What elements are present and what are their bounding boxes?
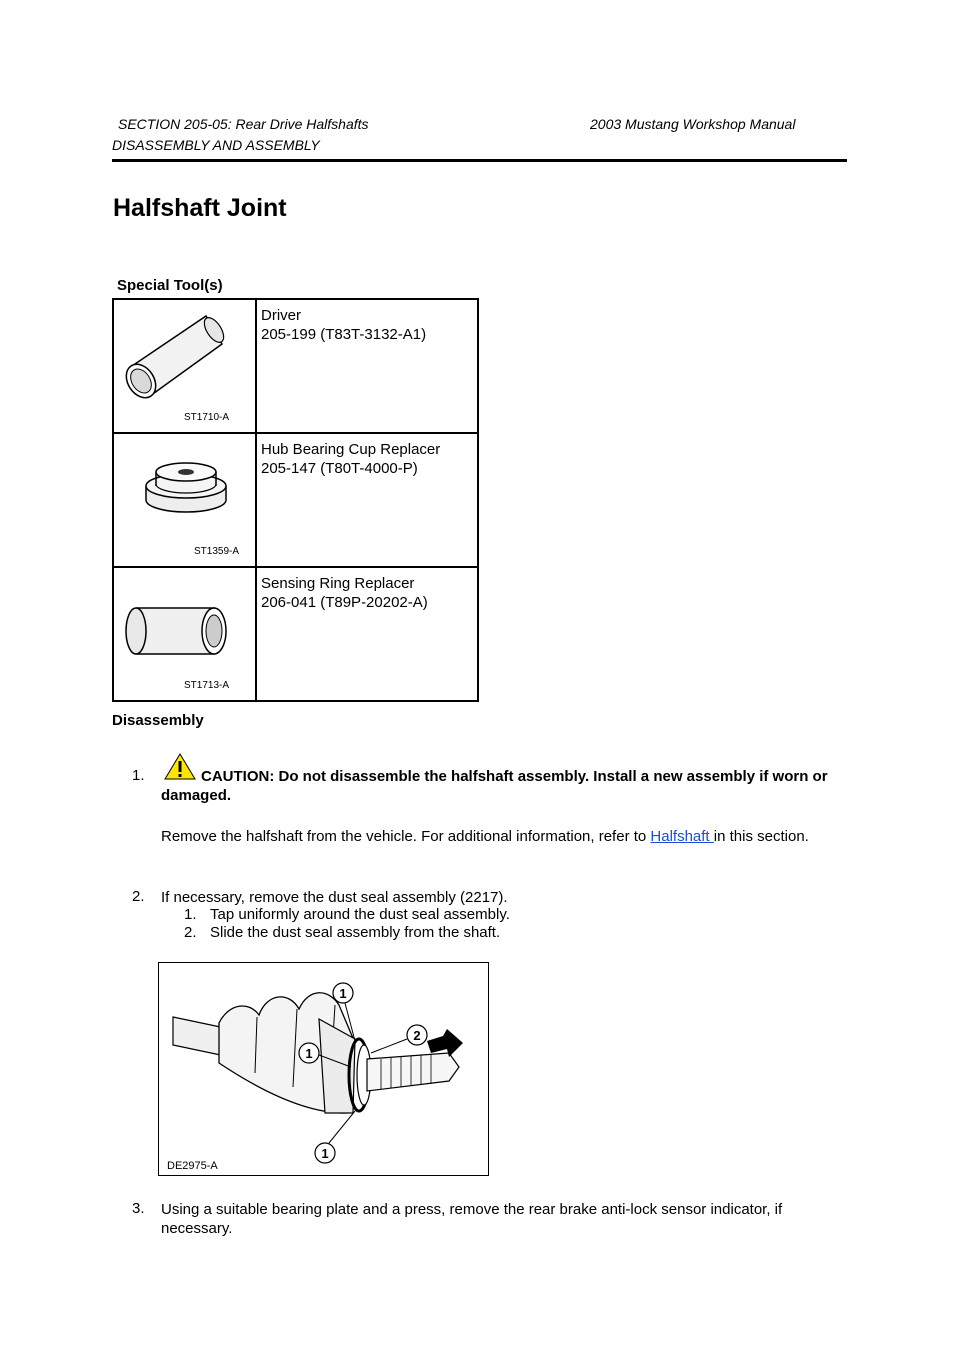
step-number: 3. — [132, 1200, 145, 1217]
tool-name: Hub Bearing Cup Replacer — [261, 441, 441, 458]
tool-description-cell — [256, 299, 478, 433]
tool-number: 205-199 (T83T-3132-A1) — [261, 326, 427, 343]
header-manual-title: 2003 Mustang Workshop Manual — [590, 116, 796, 132]
tool-image-cell — [113, 433, 256, 567]
step-text — [161, 827, 831, 846]
tool-description-cell — [256, 433, 478, 567]
tool-name: Sensing Ring Replacer — [261, 575, 415, 592]
header-divider — [112, 159, 847, 162]
substep-text: Tap uniformly around the dust seal assembly. — [210, 906, 510, 923]
substep-number: 1. — [184, 906, 197, 923]
tool-name: Driver — [261, 307, 301, 324]
tool-description-cell — [256, 567, 478, 701]
tool-row — [113, 299, 478, 433]
cup-replacer-icon — [114, 434, 255, 560]
disassembly-heading: Disassembly — [112, 712, 204, 729]
header-subtitle: DISASSEMBLY AND ASSEMBLY — [112, 137, 320, 153]
tool-row — [113, 567, 478, 701]
tool-image-code: ST1713-A — [184, 680, 230, 691]
substep-number: 2. — [184, 924, 197, 941]
tool-image-cell — [113, 299, 256, 433]
dust-seal-figure — [158, 962, 489, 1176]
tool-image-code: ST1710-A — [184, 412, 230, 423]
tool-image-code: ST1359-A — [194, 546, 240, 557]
step-text: If necessary, remove the dust seal assembly (2217). — [161, 889, 508, 906]
substep-text: Slide the dust seal assembly from the shaft. — [210, 924, 501, 941]
ring-replacer-icon — [114, 568, 255, 694]
tool-row — [113, 433, 478, 567]
header-section-title: SECTION 205-05: Rear Drive Halfshafts — [118, 116, 369, 132]
special-tools-label: Special Tool(s) — [117, 277, 223, 294]
step-text-before-link: Remove the halfshaft from the vehicle. For additional information, refer to — [161, 828, 651, 845]
tube-driver-icon — [114, 300, 255, 426]
callout-label: 1 — [321, 1146, 329, 1161]
caution-message: CAUTION: Do not disassemble the halfshaft assembly. Install a new assembly if worn or damaged. — [161, 768, 828, 804]
tool-number: 205-147 (T80T-4000-P) — [261, 460, 418, 477]
step-number: 2. — [132, 888, 145, 905]
caution-text — [161, 767, 831, 805]
step-number: 1. — [132, 767, 145, 784]
callout-label: 1 — [305, 1046, 313, 1061]
special-tools-table — [112, 298, 479, 702]
tool-image-cell — [113, 567, 256, 701]
tool-number: 206-041 (T89P-20202-A) — [261, 594, 428, 611]
callout-label: 1 — [339, 986, 347, 1001]
step-text-after-link: in this section. — [713, 828, 809, 845]
figure-code: DE2975-A — [167, 1160, 218, 1172]
halfshaft-diagram — [159, 963, 488, 1175]
page-title: Halfshaft Joint — [113, 194, 287, 222]
halfshaft-link[interactable]: Halfshaft — [650, 828, 714, 845]
step-text: Using a suitable bearing plate and a press, remove the rear brake anti-lock sensor indicator, if necessary. — [161, 1201, 783, 1237]
callout-label: 2 — [413, 1028, 421, 1043]
